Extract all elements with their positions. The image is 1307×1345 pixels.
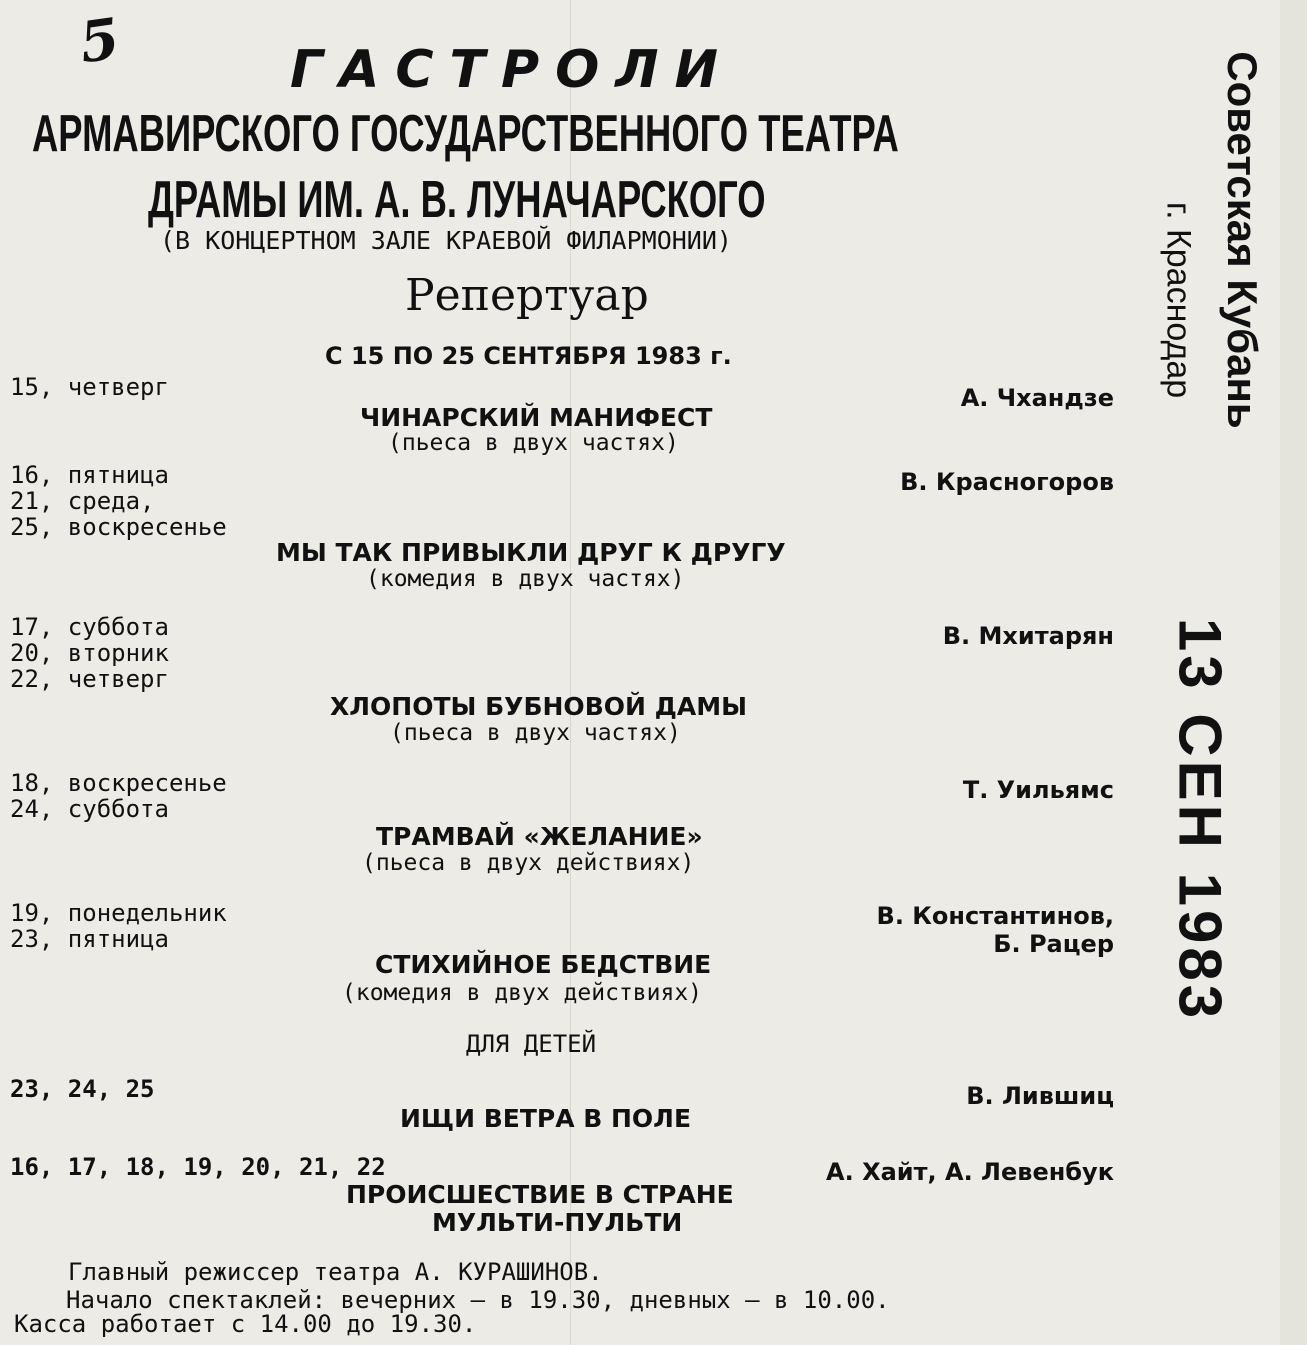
show-author: В. Красногоров xyxy=(900,468,1114,496)
show-genre: (комедия в двух действиях) xyxy=(342,980,703,1006)
show-genre: (пьеса в двух частях) xyxy=(390,720,681,746)
show-date: 24, суббота xyxy=(10,795,169,823)
show-author-secondary: Б. Рацер xyxy=(993,930,1114,958)
children-show-title-cont: МУЛЬТИ-ПУЛЬТИ xyxy=(432,1208,683,1237)
show-title: ХЛОПОТЫ БУБНОВОЙ ДАМЫ xyxy=(330,692,748,721)
show-title: МЫ ТАК ПРИВЫКЛИ ДРУГ К ДРУГУ xyxy=(276,538,786,567)
children-show-title: ИЩИ ВЕТРА В ПОЛЕ xyxy=(400,1104,692,1133)
period-line: С 15 ПО 25 СЕНТЯБРЯ 1983 г. xyxy=(325,342,732,370)
stamp-masthead: Советская Кубань xyxy=(1219,51,1266,429)
show-date: 16, пятница xyxy=(10,461,169,489)
show-date: 18, воскресенье xyxy=(10,769,227,797)
show-title: ТРАМВАЙ «ЖЕЛАНИЕ» xyxy=(376,822,703,851)
show-date: 15, четверг xyxy=(10,373,169,401)
right-margin xyxy=(1280,0,1307,1345)
show-date: 21, среда, xyxy=(10,487,155,515)
show-date: 20, вторник xyxy=(10,639,169,667)
stamp-city: г. Краснодар xyxy=(1159,201,1198,399)
show-author: В. Мхитарян xyxy=(942,622,1114,650)
footer-start-times: Начало спектаклей: вечерних — в 19.30, дневных — в 10.00. xyxy=(66,1286,890,1314)
children-show-author: В. Лившиц xyxy=(966,1082,1114,1110)
show-author: Т. Уильямс xyxy=(962,776,1114,804)
children-show-author: А. Хайт, А. Левенбук xyxy=(826,1158,1114,1186)
show-title: ЧИНАРСКИЙ МАНИФЕСТ xyxy=(360,403,713,432)
footer-box-office: Касса работает с 14.00 до 19.30. xyxy=(14,1310,477,1338)
footer-director: Главный режиссер театра А. КУРАШИНОВ. xyxy=(68,1258,603,1286)
show-date: 17, суббота xyxy=(10,613,169,641)
show-genre: (комедия в двух частях) xyxy=(366,566,685,592)
show-author: А. Чхандзе xyxy=(960,384,1114,412)
headline-theatre-line2: ДРАМЫ ИМ. А. В. ЛУНАЧАРСКОГО xyxy=(148,171,766,229)
children-show-title: ПРОИСШЕСТВИЕ В СТРАНЕ xyxy=(346,1180,734,1209)
headline-theatre-line1: АРМАВИРСКОГО ГОСУДАРСТВЕННОГО ТЕАТРА xyxy=(32,105,899,163)
children-heading: ДЛЯ ДЕТЕЙ xyxy=(466,1030,597,1058)
show-title: СТИХИЙНОЕ БЕДСТВИЕ xyxy=(375,950,712,979)
show-genre: (пьеса в двух частях) xyxy=(388,430,679,456)
headline-title: ГАСТРОЛИ xyxy=(290,40,735,100)
show-date: 19, понедельник xyxy=(10,899,227,927)
handwritten-number: 5 xyxy=(75,5,124,77)
show-date: 22, четверг xyxy=(10,665,169,693)
venue-note: (В КОНЦЕРТНОМ ЗАЛЕ КРАЕВОЙ ФИЛАРМОНИИ) xyxy=(160,226,732,255)
show-date: 23, пятница xyxy=(10,925,169,953)
show-author: В. Константинов, xyxy=(876,902,1114,930)
show-genre: (пьеса в двух действиях) xyxy=(362,850,695,876)
children-show-dates: 16, 17, 18, 19, 20, 21, 22 xyxy=(10,1153,386,1181)
children-show-dates: 23, 24, 25 xyxy=(10,1075,155,1103)
show-date: 25, воскресенье xyxy=(10,513,227,541)
repertoire-heading: Репертуар xyxy=(405,270,649,321)
stamp-date: 13 СЕН 1983 xyxy=(1166,617,1234,1023)
